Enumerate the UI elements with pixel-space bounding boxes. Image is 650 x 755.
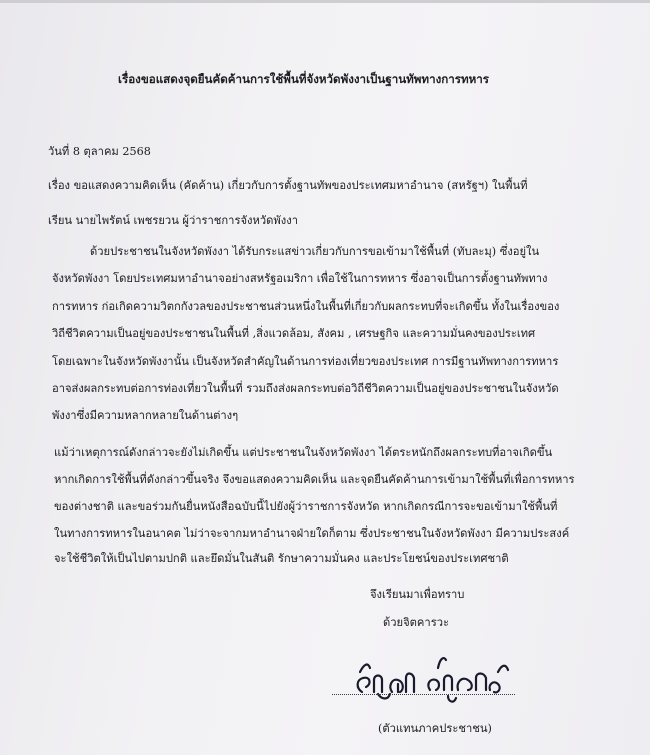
paragraph-1-line: อาจส่งผลกระทบต่อการท่องเที่ยวในพื้นที่ รวมถึงส่งผลกระทบต่อวิถีชีวิตความเป็นอยู่ของประชาชนในจังหวัด bbox=[52, 382, 559, 395]
paragraph-2-line: หากเกิดการใช้พื้นที่ดังกล่าวขึ้นจริง จึงขอแสดงความคิดเห็น และจุดยืนคัดค้านการเข้ามาใช้พื้นที่เพื่อการทหาร bbox=[54, 473, 575, 486]
handwritten-signature bbox=[348, 650, 518, 710]
page-edge bbox=[0, 0, 650, 3]
document-title: เรื่องขอแสดงจุดยืนคัดค้านการใช้พื้นที่จังหวัดพังงาเป็นฐานทัพทางการทหาร bbox=[118, 72, 490, 86]
signature-dotted-line bbox=[332, 694, 515, 695]
paragraph-1-line: จังหวัดพังงา โดยประเทศมหาอำนาจอย่างสหรัฐอเมริกา เพื่อใช้ในการทหาร ซึ่งอาจเป็นการตั้งฐานทัพทาง bbox=[52, 272, 548, 285]
paragraph-2-line: จะใช้ชีวิตให้เป็นไปตามปกติ และยึดมั่นในสันติ รักษาความมั่นคง และประโยชน์ของประเทศชาติ bbox=[54, 552, 509, 565]
document-recipient: เรียน นายไพรัตน์ เพชรยวน ผู้ว่าราชการจังหวัดพังงา bbox=[48, 214, 298, 227]
paragraph-1-line: การทหาร ก่อเกิดความวิตกกังวลของประชาชนส่วนหนึ่งในพื้นที่เกี่ยวกับผลกระทบที่จะเกิดขึ้น ทั้งในเรื่องของ bbox=[52, 300, 560, 313]
paragraph-1-line: ด้วยประชาชนในจังหวัดพังงา ได้รับกระแสข่าวเกี่ยวกับการขอเข้ามาใช้พื้นที่ (ทับละมุ) ซึ่งอยู่ใน bbox=[90, 245, 540, 258]
paragraph-1-line: วิถีชีวิตความเป็นอยู่ของประชาชนในพื้นที่ ,สิ่งแวดล้อม, สังคม , เศรษฐกิจ และความมั่นคงของประเทศ bbox=[52, 327, 536, 340]
regards-line: ด้วยจิตคารวะ bbox=[383, 616, 449, 629]
signatory-title: (ตัวแทนภาคประชาชน) bbox=[378, 722, 492, 735]
document-subject: เรื่อง ขอแสดงความคิดเห็น (คัดค้าน) เกี่ยวกับการตั้งฐานทัพของประเทศมหาอำนาจ (สหรัฐฯ) ในพื้นที่ bbox=[48, 179, 528, 192]
paragraph-1-line: พังงาซึ่งมีความหลากหลายในด้านต่างๆ bbox=[52, 409, 239, 422]
document-date: วันที่ 8 ตุลาคม 2568 bbox=[48, 145, 151, 158]
closing-line: จึงเรียนมาเพื่อทราบ bbox=[370, 588, 465, 601]
paragraph-2-line: แม้ว่าเหตุการณ์ดังกล่าวจะยังไม่เกิดขึ้น แต่ประชาชนในจังหวัดพังงา ได้ตระหนักถึงผลกระทบที่อาจเกิดขึ้น bbox=[54, 446, 553, 459]
paragraph-2-line: ในทางการทหารในอนาคต ไม่ว่าจะจากมหาอำนาจฝ่ายใดก็ตาม ซึ่งประชาชนในจังหวัดพังงา มีความประสงค์ bbox=[54, 527, 570, 540]
paragraph-2-line: ของต่างชาติ และขอร่วมกันยื่นหนังสือฉบับนี้ไปยังผู้ว่าราชการจังหวัด หากเกิดกรณีการจะขอเข้ามาใช้พื้นที่ bbox=[54, 500, 558, 513]
paragraph-1-line: โดยเฉพาะในจังหวัดพังงานั้น เป็นจังหวัดสำคัญในด้านการท่องเที่ยวของประเทศ การมีฐานทัพทางการทหาร bbox=[52, 355, 559, 368]
